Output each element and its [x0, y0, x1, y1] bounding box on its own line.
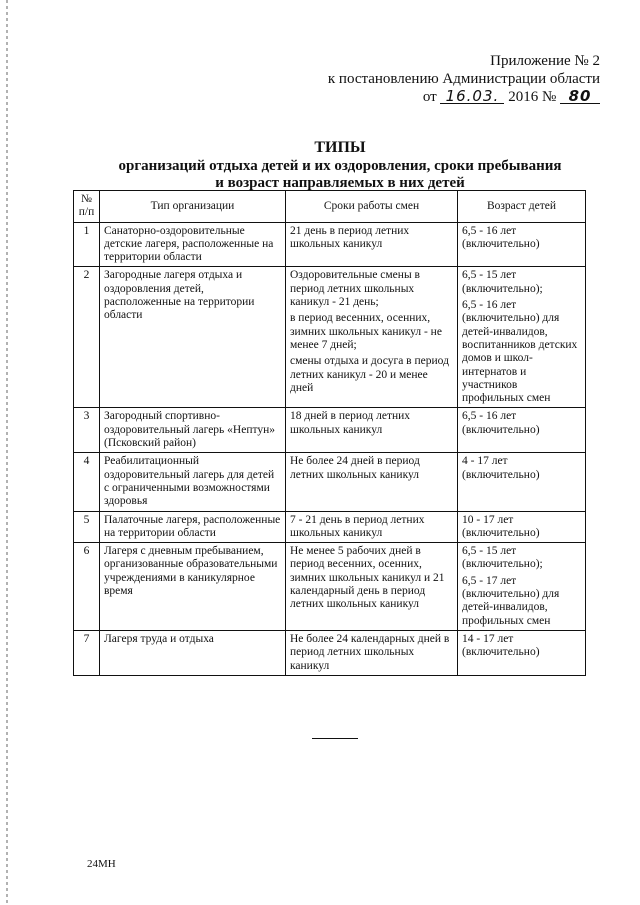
header-children-age: Возраст детей	[458, 191, 586, 223]
shift-terms-text: смены отдыха и досуга в период летних каникул - 20 и менее дней	[290, 355, 449, 394]
organization-type-cell: Санаторно-оздоровительные детские лагеря, расположенные на территории области	[100, 222, 286, 267]
children-age-cell	[458, 408, 586, 453]
shift-terms-text: 21 день в период летних школьных каникул	[290, 224, 410, 250]
children-age-cell	[458, 267, 586, 408]
row-number: 5	[74, 511, 100, 543]
children-age-text: 6,5 - 17 лет (включительно) для детей-инвалидов, профильных смен	[462, 574, 560, 627]
document-title	[90, 138, 590, 192]
organization-type-cell: Загородные лагеря отдыха и оздоровления детей, расположенные на территории области	[100, 267, 286, 408]
children-age-text: 6,5 - 16 лет (включительно)	[462, 224, 540, 250]
children-age-cell	[458, 511, 586, 543]
shift-terms-text: Не более 24 дней в период летних школьных каникул	[290, 455, 420, 481]
shift-terms-cell	[286, 543, 458, 631]
row-number: 1	[74, 222, 100, 267]
children-age-text: 6,5 - 16 лет (включительно) для детей-инвалидов, воспитанников детских домов и школ-интернатов и участников профильных смен	[462, 299, 578, 405]
handwritten-number: 80	[560, 89, 600, 104]
decree-reference: к постановлению Администрации области	[327, 71, 600, 87]
children-age-cell	[458, 453, 586, 511]
organization-type-cell: Реабилитационный оздоровительный лагерь для детей с ограниченными возможностями здоровья	[100, 453, 286, 511]
header-organization-type: Тип организации	[100, 191, 286, 223]
table-row	[74, 630, 586, 675]
table-header-row	[74, 191, 586, 223]
children-age-text: 6,5 - 15 лет (включительно);	[462, 545, 543, 571]
children-age-cell	[458, 630, 586, 675]
children-age-text: 6,5 - 15 лет (включительно);	[462, 269, 543, 295]
row-number: 4	[74, 453, 100, 511]
title-main: ТИПЫ	[314, 139, 366, 156]
shift-terms-cell	[286, 267, 458, 408]
approval-stamp-block	[300, 52, 600, 106]
row-number: 3	[74, 408, 100, 453]
shift-terms-text: в период весенних, осенних, зимних школьных каникул - не менее 7 дней;	[290, 312, 442, 351]
footer-code: 24МН	[87, 858, 116, 870]
shift-terms-cell	[286, 222, 458, 267]
date-prefix: от	[422, 89, 437, 105]
shift-terms-text: Не более 24 календарных дней в период летних школьных каникул	[290, 632, 450, 672]
children-age-text: 10 - 17 лет (включительно)	[462, 513, 540, 539]
header-shift-terms: Сроки работы смен	[286, 191, 458, 223]
row-number: 2	[74, 267, 100, 408]
shift-terms-text: 7 - 21 день в период летних школьных каникул	[290, 513, 425, 539]
end-of-document-rule	[312, 738, 358, 739]
organization-type-cell: Палаточные лагеря, расположенные на территории области	[100, 511, 286, 543]
table-row	[74, 408, 586, 453]
row-number: 6	[74, 543, 100, 631]
shift-terms-text: Оздоровительные смены в период летних школьных каникул - 21 день;	[290, 269, 420, 309]
shift-terms-cell	[286, 408, 458, 453]
table-row	[74, 511, 586, 543]
shift-terms-cell	[286, 453, 458, 511]
year-and-number-label: 2016 №	[508, 89, 557, 105]
shift-terms-cell	[286, 511, 458, 543]
decree-date-line	[300, 88, 600, 106]
children-age-cell	[458, 543, 586, 631]
children-age-text: 6,5 - 16 лет (включительно)	[462, 410, 540, 436]
title-subtitle-2: и возраст направляемых в них детей	[215, 175, 465, 191]
table-body	[74, 222, 586, 675]
table-row	[74, 543, 586, 631]
appendix-label: Приложение № 2	[490, 53, 600, 69]
shift-terms-text: 18 дней в период летних школьных каникул	[290, 410, 411, 436]
shift-terms-text: Не менее 5 рабочих дней в период весенних, осенних, зимних школьных каникул и 21 календарный день в период летних школьных каникул	[290, 545, 445, 611]
handwritten-date: 16.03.	[440, 89, 504, 104]
organization-type-cell: Лагеря с дневным пребыванием, организованные образовательными учреждениями в каникулярное время	[100, 543, 286, 631]
organization-type-cell: Загородный спортивно-оздоровительный лагерь «Нептун» (Псковский район)	[100, 408, 286, 453]
children-age-text: 14 - 17 лет (включительно)	[462, 632, 540, 659]
header-number: № п/п	[74, 191, 100, 223]
row-number: 7	[74, 630, 100, 675]
children-age-cell	[458, 222, 586, 267]
organization-type-cell: Лагеря труда и отдыха	[100, 630, 286, 675]
table-row	[74, 267, 586, 408]
organization-types-table	[73, 190, 586, 676]
children-age-text: 4 - 17 лет (включительно)	[462, 455, 540, 481]
table-row	[74, 222, 586, 267]
shift-terms-cell	[286, 630, 458, 675]
title-subtitle-1: организаций отдыха детей и их оздоровления, сроки пребывания	[118, 158, 562, 174]
scan-edge-mark	[6, 0, 8, 905]
table-row	[74, 453, 586, 511]
